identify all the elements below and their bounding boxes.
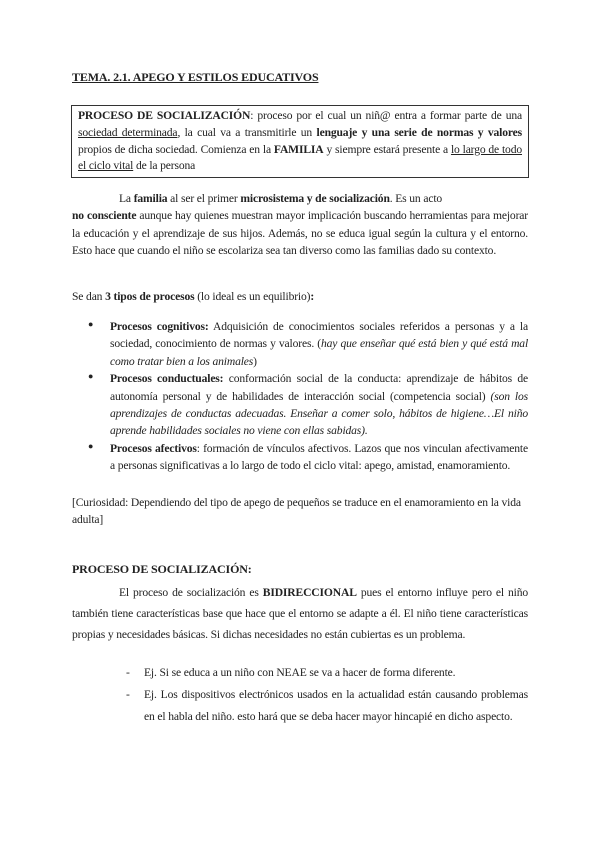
box-text-2: , la cual va a transmitirle un bbox=[177, 125, 317, 139]
list-item-behavioral bbox=[72, 370, 528, 440]
bullet-label: Procesos cognitivos: bbox=[110, 320, 209, 333]
para1-bold-microsystem: microsistema y de socialización bbox=[240, 192, 390, 205]
para1-text: La bbox=[119, 192, 134, 205]
bullet-label: Procesos afectivos bbox=[110, 441, 197, 455]
box-text-3: propios de dicha sociedad. Comienza en la bbox=[78, 142, 274, 156]
box-underlined-society: sociedad determinada bbox=[78, 125, 178, 139]
example-list bbox=[72, 662, 528, 728]
box-text-4: y siempre estará presente a bbox=[323, 142, 451, 156]
bullet-close: ) bbox=[253, 354, 257, 368]
list-item-cognitive bbox=[72, 318, 528, 370]
para1-bold-unconscious: no consciente bbox=[72, 209, 137, 223]
para2-colon: : bbox=[310, 290, 315, 303]
box-text-5: de la persona bbox=[133, 159, 196, 173]
paragraph-family bbox=[72, 190, 528, 260]
bullet-text: conformación social de la conducta: aprendizaje de hábitos de autonomía personal y de habilidades de interacción social (competencia social) bbox=[110, 372, 528, 403]
box-bold-family: FAMILIA bbox=[273, 142, 324, 156]
para4-bold: BIDIRECCIONAL bbox=[262, 586, 357, 599]
paragraph-bidirectional bbox=[72, 583, 528, 646]
bullet-italic: hay que enseñar qué está bien y qué está mal como tratar bien a los animales bbox=[110, 337, 529, 368]
curiosity-note: [Curiosidad: Dependiendo del tipo de apego de pequeños se traduce en el enamoramiento en la vida adulta] bbox=[72, 496, 521, 527]
para1-bold-family: familia bbox=[133, 192, 168, 205]
paragraph-process-types bbox=[72, 288, 528, 305]
para4-text: El proceso de socialización es bbox=[119, 586, 263, 599]
box-term: PROCESO DE SOCIALIZACIÓN bbox=[78, 109, 251, 122]
box-text: : proceso por el cual un niñ@ entra a formar parte de una bbox=[250, 109, 522, 122]
section-heading: PROCESO DE SOCIALIZACIÓN: bbox=[72, 562, 252, 576]
para1-text-2: al ser el primer bbox=[167, 192, 241, 205]
para1-text-4: aunque hay quienes muestran mayor implicación buscando herramientas para mejorar la educación y el aprendizaje de sus hijos. Además, no se educa igual según la cultura y el entorno. Esto hace que cuando el niño se escolariza sea tan diverso como las familias dado su contexto. bbox=[72, 209, 528, 258]
box-bold-language: lenguaje y una serie de normas y valores bbox=[316, 125, 522, 139]
para4-text-2: pues el entorno influye pero el niño también tiene características base que hace que el entorno se adapte a él. El niño tiene características propias y necesidades básicas. Si dichas necesidades no están cubiertas es un problema. bbox=[72, 586, 528, 641]
para2-bold: 3 tipos de procesos bbox=[105, 290, 195, 303]
para2-text-2: (lo ideal es un equilibrio) bbox=[194, 290, 311, 303]
para1-text-3: . Es un acto bbox=[389, 192, 443, 205]
para2-text: Se dan bbox=[72, 290, 106, 303]
bullet-text: : formación de vínculos afectivos. Lazos que nos vinculan afectivamente a personas significativas a lo largo de todo el ciclo vital: apego, amistad, enamoramiento. bbox=[110, 441, 528, 473]
example-item: - Ej. Los dispositivos electrónicos usados en la actualidad están causando problemas en el habla del niño. esto hará que se deba hacer mayor hincapié en dicho aspecto. bbox=[72, 684, 528, 728]
box-underlined-lifecycle: lo largo de todo el ciclo vital bbox=[78, 142, 523, 173]
definition-box bbox=[71, 105, 529, 178]
bullet-label: Procesos conductuales: bbox=[110, 372, 224, 386]
process-list bbox=[72, 318, 528, 475]
bullet-text: Adquisición de conocimientos sociales referidos a personas y a la sociedad, conocimiento de normas y valores. ( bbox=[110, 320, 528, 351]
example-item: - Ej. Si se educa a un niño con NEAE se va a hacer de forma diferente. bbox=[72, 662, 528, 684]
bullet-italic: (son los aprendizajes de conductas adecuadas. Enseñar a comer solo, hábitos de higiene…El niño aprende habilidades sociales no viene con ellas sabidas). bbox=[110, 389, 528, 438]
document-title: TEMA. 2.1. APEGO Y ESTILOS EDUCATIVOS bbox=[72, 70, 319, 84]
list-item-affective bbox=[72, 440, 528, 475]
